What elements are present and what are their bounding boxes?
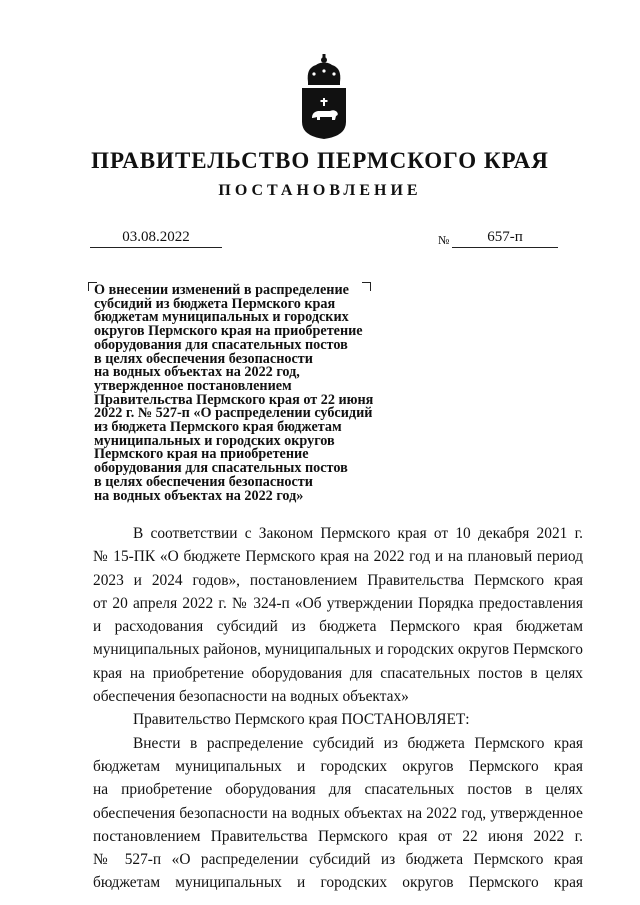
subject-line: муниципальных и городских округов [94, 432, 335, 449]
body-line: 2023 и 2024 годов», постановлением Правительства Пермского края [93, 571, 583, 589]
body-line: В соответствии с Законом Пермского края от 10 декабря 2021 г. [133, 525, 583, 542]
body-line: № 527-п «О распределении субсидий из бюджета Пермского края [93, 851, 583, 869]
subject-line: утвержденное постановлением [94, 377, 292, 394]
body-line: бюджетам муниципальных и городских округов Пермского края [93, 757, 583, 775]
body-line: Внести в распределение субсидий из бюджета Пермского края [133, 734, 583, 752]
subject-line: оборудования для спасательных постов [94, 336, 348, 353]
body-line: муниципальных районов, муниципальных и городских округов Пермского [93, 641, 583, 659]
body-line: и расходования субсидий из бюджета Пермского края бюджетам [93, 618, 583, 636]
body-line: № 15-ПК «О бюджете Пермского края на 2022 год и на плановый период [93, 548, 583, 566]
subject-line: в целях обеспечения безопасности [94, 473, 313, 490]
body-line: бюджетам муниципальных и городских округов Пермского края [93, 874, 583, 892]
subject-line: О внесении изменений в распределение [94, 282, 349, 298]
subject-line: Пермского края на приобретение [94, 446, 309, 463]
number-label: № [438, 233, 450, 247]
subject-line: оборудования для спасательных постов [94, 460, 348, 477]
document-type: ПОСТАНОВЛЕНИЕ [218, 182, 422, 199]
coat-of-arms-icon [296, 52, 352, 140]
subject-line: из бюджета Пермского края бюджетам [94, 419, 342, 436]
document-subject [94, 284, 384, 503]
subject-line: на водных объектах на 2022 год, [94, 364, 300, 381]
body-line: обеспечения безопасности на водных объектах» [93, 688, 409, 706]
body-line: от 20 апреля 2022 г. № 324-п «Об утверждении Порядка предоставления [93, 594, 583, 612]
subject-line: Правительства Пермского края от 22 июня [94, 391, 374, 408]
subject-line: на водных объектах на 2022 год» [94, 487, 304, 504]
body-line: края на приобретение оборудования для спасательных постов в целях [93, 664, 583, 682]
body-line: постановлением Правительства Пермского края от 22 июня 2022 г. [93, 827, 583, 845]
body-line: на приобретение оборудования для спасательных постов в целях [93, 781, 583, 799]
subject-line: бюджетам муниципальных и городских [94, 309, 349, 326]
body-line: обеспечения безопасности на водных объектах на 2022 год, утвержденное [93, 804, 583, 822]
document-number: 657-п [452, 228, 558, 248]
document-body [93, 522, 583, 895]
body-line: Правительство Пермского края ПОСТАНОВЛЯЕТ: [133, 711, 470, 729]
subject-line: в целях обеспечения безопасности [94, 350, 313, 367]
subject-line: субсидий из бюджета Пермского края [94, 295, 336, 312]
organization-title: ПРАВИТЕЛЬСТВО ПЕРМСКОГО КРАЯ [91, 148, 549, 173]
subject-line: округов Пермского края на приобретение [94, 323, 363, 340]
document-date: 03.08.2022 [90, 228, 222, 248]
subject-line: 2022 г. № 527-п «О распределении субсидий [94, 405, 373, 422]
